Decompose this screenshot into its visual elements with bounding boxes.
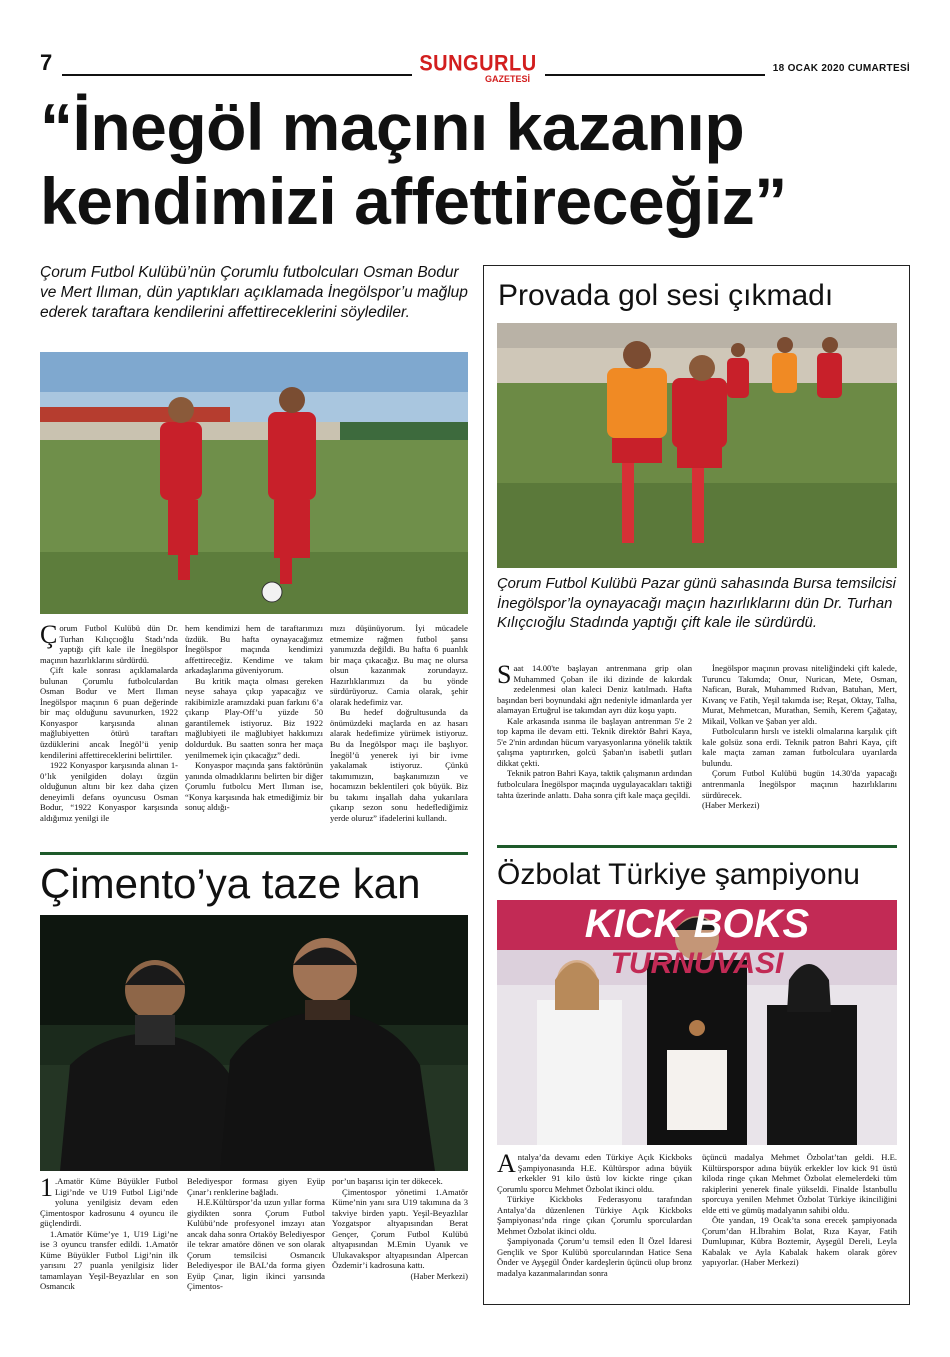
cimento-photo <box>40 915 468 1171</box>
provada-author: (Haber Merkezi) <box>702 800 760 811</box>
photo-banner-line2: TURNUVASI <box>610 947 784 980</box>
provada-column-1 <box>497 660 692 800</box>
drop-cap: 1 <box>40 1173 53 1202</box>
issue-date: 18 OCAK 2020 CUMARTESİ <box>772 63 910 74</box>
main-headline: “İnegöl maçını kazanıp kendimizi affettireceğiz” <box>40 90 787 238</box>
drop-cap: Ç <box>40 620 58 649</box>
provada-paragraph: İnegölspor maçının provası niteliğindeki çift kalede, Turuncu Takımda; Onur, Nurican, Mete, Osman, Nafican, Burak, Muhammed Rıdvan, Batuhan, Mert, Kıvanç ve Fatih, Yeşil takımda ise; Reşat, Oktay, Talha, Murat, Mehmetcan, Murathan, Semih, Kerem Çağatay, Mikail, Volkan ve Şaban yer aldı. <box>702 663 897 726</box>
main-column-2 <box>185 623 323 813</box>
main-lead: Çorum Futbol Kulübü’nün Çorumlu futbolcuları Osman Bodur ve Mert Ilıman, dün yaptıkları açıklamada İnegölspor’u mağlup ederek taraftara kendilerini affettireceklerini söylediler. <box>40 264 468 321</box>
provada-caption: Çorum Futbol Kulübü Pazar günü sahasında Bursa temsilcisi İnegölspor’la oynayacağı maçın hazırlıklarını dün Dr. Turhan Kılıçcıoğlu Stadında yaptığı çift kale ile sürdürdü. <box>497 576 896 631</box>
photo-banner-line1: KICK BOKS <box>584 902 810 946</box>
cimento-paragraph: por’un başarısı için ter dökecek. <box>332 1176 443 1186</box>
provada-column-2 <box>702 663 897 811</box>
masthead-subtitle: GAZETESİ <box>484 74 530 84</box>
ozbolat-paragraph: Öte yandan, 19 Ocak’ta sona erecek şampiyonada Çorum’dan H.İbrahim Bolat, Rıza Kayar, Fatih Dumlupınar, Kübra Boztemir, Ayşegül Dereli, Leyla Kabalak ve Ayla Kabalak hakem olarak görev yapıyorlar. (Haber Merkezi) <box>702 1215 897 1268</box>
header-rule-right <box>545 74 765 76</box>
ozbolat-paragraph: Türkiye Kickboks Federasyonu tarafından Antalya’da düzenlenen Türkiye Açık Kickboks Şampiyonası’nda ringe çıkan Çorumlu sporculardan Mehmet Özbolat ikinci oldu. <box>497 1194 692 1236</box>
cimento-title: Çimento’ya taze kan <box>40 860 421 907</box>
provada-paragraph: Teknik patron Bahri Kaya, taktik çalışmanın ardından futbolculara İnegölspor maçında uygulayacakları taktiği tahta üzerinde anlattı. Daha sonra çift kale maça geçildi. <box>497 768 692 800</box>
ozbolat-title: Özbolat Türkiye şampiyonu <box>497 858 860 891</box>
drop-cap: A <box>497 1149 516 1178</box>
ozbolat-column-1 <box>497 1149 692 1279</box>
cimento-paragraph: Çimentospor yönetimi 1.Amatör Küme’nin yanı sıra U19 takımına da 3 takviye birden yaptı. Yeşil-Beyazlılar Yozgatspor altyapısından Berat Gençer, Çorum Futbol Kulübü altyapısından M.Emin Uyanık ve Ulukavakspor altyapısından Alpercan Özdemir’i kadrosuna kattı. <box>332 1186 468 1271</box>
provada-title: Provada gol sesi çıkmadı <box>498 279 834 312</box>
cimento-column-3 <box>332 1176 468 1281</box>
header-rule-left <box>62 74 412 76</box>
masthead <box>418 51 538 84</box>
ozbolat-paragraph: Şampiyonada Çorum’u temsil eden İl Özel İdaresi Gençlik ve Spor Kulübü sporcularından Hatice Sena Önder ve Ayşegül Önder kardeşlerin üçüncü olup bronz madalya kazanmalarından sonra <box>497 1236 692 1279</box>
cimento-paragraph: Belediyespor forması giyen Eyüp Çınar’ı renklerine bağladı. <box>187 1176 325 1197</box>
main-column-3 <box>330 623 468 823</box>
main-paragraph: Bu hedef doğrultusunda da önümüzdeki maçlarda en az hasarı alarak hedefimize yürümek istiyoruz. Bu da İnegölspor maçı ile başlıyor. İnegöl’ü yenerek iyi bir ivme yakalamak istiyoruz. Çünkü takımımızın, başkanımızın ve hocamızın beklentileri çok büyük. Biz bu takımı inşallah daha yukarılara çıkarıp sezon sonu hedeflediğimiz yerde oluruz” ifadelerini kullandı. <box>330 707 468 823</box>
cimento-column-2 <box>187 1176 325 1292</box>
main-paragraph: hem kendimizi hem de taraftarımızı üzdük. Bu hafta oynayacağımız İnegölspor maçında kendimizi affettireceğiz. Kendime ve takım arkadaşlarıma güveniyorum. <box>185 623 323 676</box>
main-paragraph: 1922 Konyaspor karşısında alınan 1-0’lık yenilgiden dolayı üzgün olduğunun altını bir kez daha çizen deneyimli defans oyuncusu Osman Bodur, “1922 Konyaspor karşısında aldığımız yenilgi ile <box>40 760 178 823</box>
main-column-1 <box>40 620 178 823</box>
ozbolat-column-2 <box>702 1152 897 1268</box>
ozbolat-paragraph: üçüncü madalya Mehmet Özbolat’tan geldi. H.E. Kültürsporspor adına büyük erkekler lov kick 91 üstü kiloda ringe çıkan Mehmet Özbolat elemelerdeki tüm rakiplerini yenerek finale yükseldi. Finalde İstanbullu sporcuya yenilen Mehmet Özbolat Türkiye ikinciliğini elde etti ve gümüş madalyanın sahibi oldu. <box>702 1152 897 1215</box>
ozbolat-paragraph: Antalya’da devamı eden Türkiye Açık Kickboks Şampiyonasında H.E. Kültürspor adına büyük erkekler 91 kilo üstü lov kickte ringe çıkan Çorumlu sporcu Mehmet Özbolat ikinci oldu. <box>497 1149 692 1194</box>
provada-paragraph: Kale arkasında ısınma ile başlayan antrenman 5'e 2 top kapma ile devam etti. Teknik direktör Bahri Kaya, 5'e 2'nin ardından hücum varyasyonlarına yönelik taktik çalışma yaptırırken, golcü Şaban'ın isabetli şutları dikkat çekti. <box>497 715 692 768</box>
ozbolat-rule <box>497 845 897 848</box>
main-paragraph: Çift kale sonrası açıklamalarda bulunan Çorumlu futbolculardan Osman Bodur ve Mert Ilıman İnegölspor maçının 6 puan değerinde bir maç olduğunu savunurken, 1922 Konyaspor karşısında alınan mağlubiyetten ötürü taraftarı üzdüklerini ancak İnegöl’ü yenip kendilerini affettireceklerini belirttiler. <box>40 665 178 760</box>
cimento-rule <box>40 852 468 855</box>
page-number: 7 <box>40 50 53 75</box>
main-paragraph: Bu kritik maçta olması gereken neyse sahaya çıkıp yapacağız ve rakibimizle aramızdaki puan farkını 6’a çıkarıp Play-Off’u yüzde 50 garantilemek istiyoruz. Biz 1922 mağlubiyeti ile mağlubiyet hakkımızı doldurduk. Bu saatten sonra her maça yenilmemek için çıkacağız” dedi. <box>185 675 323 760</box>
cimento-paragraph: 1 .Amatör Küme Büyükler Futbol Ligi’nde ve U19 Futbol Ligi’nde yoluna yenilgisiz devam eden Çimentospor kadrosunu 4 oyuncu ile güçlendirdi. <box>40 1173 178 1229</box>
main-photo <box>40 352 468 614</box>
provada-paragraph: Çorum Futbol Kulübü bugün 14.30'da yapacağı antrenmanla İnegölspor maçının hazırlıklarını sürdürecek. <box>702 768 897 800</box>
provada-paragraph: Futbolcuların hırslı ve istekli olmalarına karşılık çift kale golsüz sona erdi. Teknik patron Bahri Kaya, çift kale maçta zaman zaman futbolculara uyarılarda bulundu. <box>702 726 897 768</box>
cimento-paragraph: 1.Amatör Küme’ye 1, U19 Ligi’ne ise 3 oyuncu transfer edildi. 1.Amatör Küme Büyükler Futbol Ligi’nin ilk yarısını 27 puanla yenilgisiz lider tamamlayan Yeşil-Beyazlılar en son Osmancık <box>40 1228 178 1292</box>
main-paragraph: Çorum Futbol Kulübü dün Dr. Turhan Kılıçcıoğlu Stadı’nda yaptığı çift kale ile İnegölspor maçının hazırlıklarını sürdürdü. <box>40 620 178 665</box>
drop-cap: S <box>497 660 512 689</box>
provada-paragraph: Saat 14.00'te başlayan antrenmana grip olan Muhammed Çoban ile iki dizinde de kıkırdak zedelenmesi olan kaleci Deniz katılmadı. Hafta başından beri boynundaki ağrı nedeniyle idmanlarda yer alamayan Ertuğrul ise takımdan ayrı düz koşu yaptı. <box>497 660 692 716</box>
cimento-author: (Haber Merkezi) <box>410 1270 468 1281</box>
ozbolat-photo <box>497 900 897 1145</box>
provada-photo <box>497 323 897 568</box>
cimento-paragraph: H.E.Kültürspor’da uzun yıllar forma giydikten sonra Çorum Futbol Kulübü’nde profesyonel imzayı atan ancak daha sonra Ortaköy Belediyespor ile tekrar amatöre dönen ve son olarak Çorum temsilcisi Osmancık Belediyespor ile BAL’da forma giyen Eyüp Çınar, ligin ikinci yarısında Çimentos- <box>187 1197 325 1292</box>
main-paragraph: mızı düşünüyorum. İyi mücadele etmemize rağmen futbol şansı yanımızda değildi. Bu hafta 6 puanlık bir maça çıkacağız. Bu maç ne olursa olsun kazanmak zorundayız. Hazırlıklarımızı da bu yönde sürdürüyoruz. Camia olarak, şehir olarak hedefimiz var. <box>330 623 468 707</box>
main-paragraph: Konyaspor maçında şans faktörünün yanında olmadıklarını belirten bir diğer Çorumlu futbolcu Mert Ilıman ise, “Konya karşısında hak etmediğimiz bir sonuç aldığı- <box>185 760 323 813</box>
masthead-title: SUNGURLU <box>419 51 537 77</box>
cimento-column-1 <box>40 1173 178 1292</box>
